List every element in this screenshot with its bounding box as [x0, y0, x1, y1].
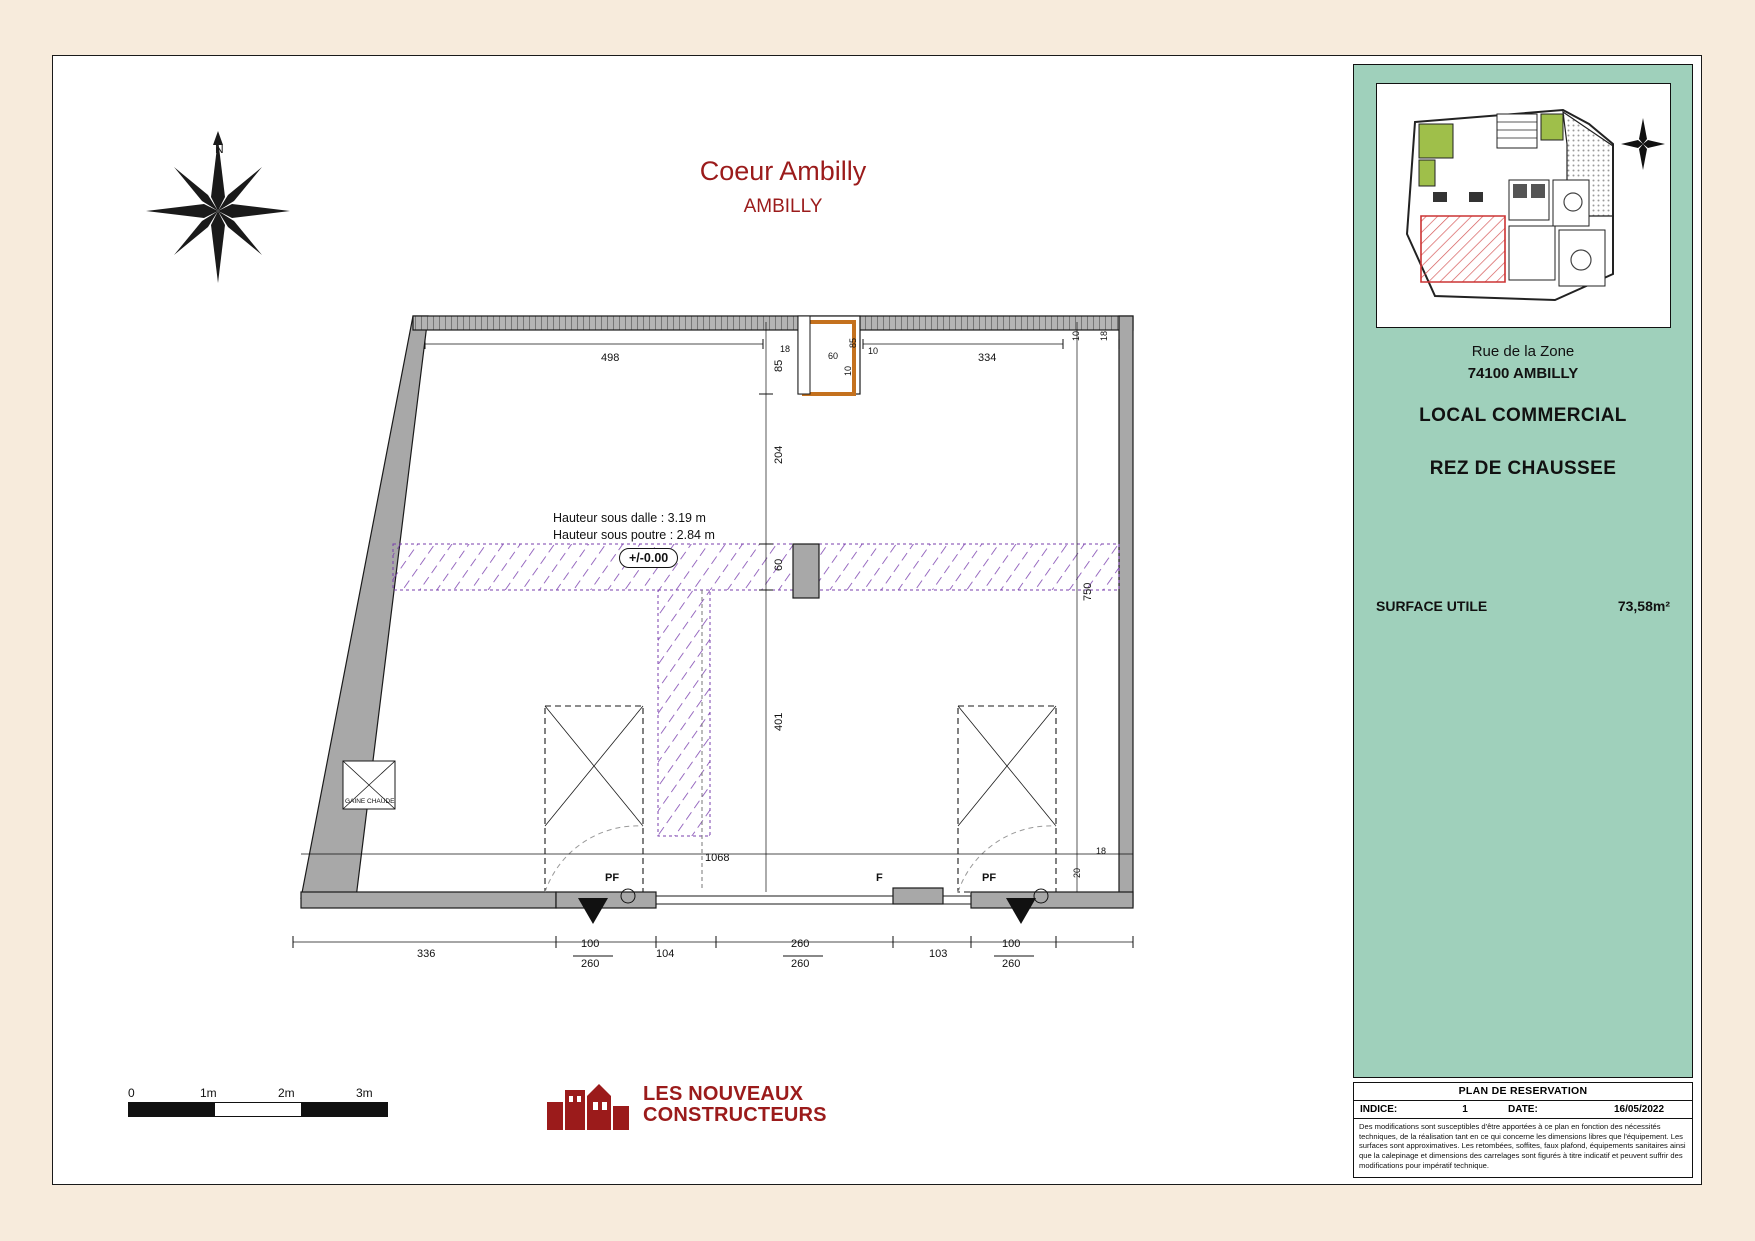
dim-bottom-260a: 260	[581, 958, 600, 970]
svg-text:N: N	[215, 142, 224, 156]
drawing-sheet	[52, 55, 1702, 1185]
dim-bottom-260b: 260	[791, 938, 810, 950]
project-subtitle: AMBILLY	[743, 196, 823, 217]
dim-v-204: 204	[773, 445, 785, 464]
dim-v-85: 85	[773, 359, 785, 372]
dim-top-10b: 10	[1071, 330, 1081, 341]
dim-bottom-260d: 260	[1002, 958, 1021, 970]
dim-top-18b: 18	[1099, 330, 1109, 341]
scale-tick-1: 1m	[200, 1086, 217, 1100]
scale-bar	[128, 1086, 388, 1117]
scale-tick-0: 0	[128, 1086, 135, 1100]
dim-top-10a: 10	[868, 346, 879, 356]
dim-fraction-lines	[253, 934, 1413, 994]
dim-v-20: 20	[1072, 867, 1082, 878]
project-title: Coeur Ambilly	[699, 156, 867, 186]
logo-mark-icon	[543, 1076, 633, 1134]
key-plan	[1376, 83, 1671, 328]
level-marker: +/-0.00	[619, 548, 678, 568]
tb-surface-value: 73,58m²	[1617, 598, 1670, 614]
dim-top-334: 334	[978, 352, 997, 364]
label-f-center: F	[876, 872, 883, 884]
label-pf-right: PF	[982, 872, 997, 884]
key-plan-north-icon	[1621, 118, 1665, 170]
footer-disclaimer: Des modifications sont susceptibles d'être apportées à ce plan en fonction des nécessités techniques, de la réalisation tant en ce qui concerne les dimensions libres que l'équipement. Les surfaces sont approximatives. Les retombées, soffites, faux plafond, équipements sanitaires ainsi que la calepinage et dimensions des carrelages sont figurés à titre indicatif et peuvent suffrir des modifications pour impératif technique.	[1359, 1122, 1686, 1170]
tb-level: REZ DE CHAUSSEE	[1429, 458, 1617, 479]
dim-bottom-336: 336	[417, 948, 436, 960]
note-height-beam: Hauteur sous poutre : 2.84 m	[553, 528, 715, 542]
dim-top-85: 85	[848, 337, 858, 348]
dim-v-18: 18	[1096, 846, 1107, 856]
footer-date-label: DATE:	[1508, 1104, 1538, 1115]
footer-indice-value: 1	[1462, 1104, 1468, 1115]
label-pf-left: PF	[605, 872, 620, 884]
logo-line-1: LES NOUVEAUX	[643, 1083, 804, 1105]
footer-meta-row	[1354, 1101, 1692, 1119]
tb-surface-label: SURFACE UTILE	[1376, 598, 1488, 614]
dim-bottom-260c: 260	[791, 958, 810, 970]
plan-geometry	[253, 266, 1413, 1226]
dim-v-60: 60	[773, 558, 785, 571]
dim-niche-10: 10	[843, 365, 853, 376]
floor-plan-drawing	[53, 56, 1353, 1186]
gaine-chaude-label: GAINE CHAUDE	[345, 798, 395, 805]
dim-v-401: 401	[773, 712, 785, 731]
footer-date-value: 16/05/2022	[1613, 1104, 1665, 1115]
footer-indice-label: INDICE:	[1360, 1104, 1398, 1115]
tb-address: Rue de la Zone	[1471, 343, 1575, 360]
footer-heading: PLAN DE RESERVATION	[1354, 1083, 1692, 1101]
dim-v-750: 750	[1082, 582, 1094, 601]
footer-block	[1353, 1082, 1693, 1178]
key-plan-graphic	[1377, 84, 1670, 327]
dim-interior-1068: 1068	[705, 852, 730, 864]
tb-type: LOCAL COMMERCIAL	[1419, 405, 1627, 426]
note-height-slab: Hauteur sous dalle : 3.19 m	[553, 511, 706, 525]
tb-city: 74100 AMBILLY	[1467, 365, 1579, 382]
title-block	[1353, 64, 1693, 1078]
dim-bottom-103: 103	[929, 948, 948, 960]
dim-bottom-100b: 100	[1002, 938, 1021, 950]
dim-top-18a: 18	[780, 344, 791, 354]
dim-bottom-104: 104	[656, 948, 675, 960]
dim-top-498: 498	[601, 352, 620, 364]
logo-line-2: CONSTRUCTEURS	[643, 1104, 827, 1126]
dim-bottom-100a: 100	[581, 938, 600, 950]
company-logo	[543, 1076, 827, 1134]
scale-tick-3: 3m	[356, 1086, 373, 1100]
dim-top-60: 60	[828, 351, 839, 361]
scale-tick-2: 2m	[278, 1086, 295, 1100]
